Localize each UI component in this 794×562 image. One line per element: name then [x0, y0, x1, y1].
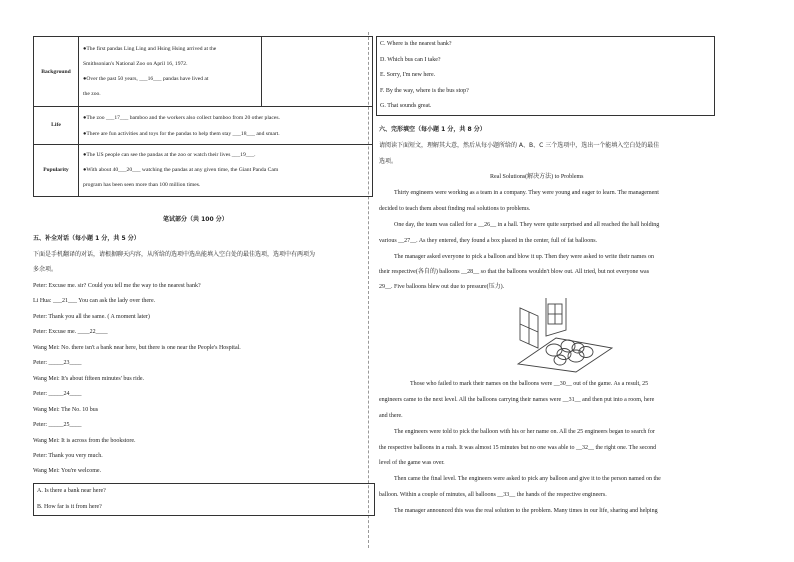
- row-content: [79, 37, 262, 107]
- passage-line: level of the game was over.: [379, 460, 445, 466]
- dialog-line: Wang Mei: It's about fifteen minutes' bus ride.: [33, 376, 144, 382]
- cloze-instructions: 请阅读下面短文，理解其大意，然后从每小题所给的 A、B、C 三个选项中，选出一个能填入空白处的最佳: [379, 142, 660, 149]
- table-line: the zoo.: [83, 90, 101, 97]
- cloze-heading: 六、完形填空（每小题 1 分，共 8 分）: [379, 126, 486, 133]
- dialog-line: Wang Mei: The No. 10 bus: [33, 407, 99, 413]
- section-title: 笔试部分（共 100 分）: [163, 216, 228, 223]
- option-item: A. Is there a bank near here?: [37, 488, 106, 494]
- panda-info-table: [33, 36, 373, 197]
- passage-line: The engineers were told to pick the balloon with his or her name on. All the 25 engineers began to search for: [394, 429, 655, 435]
- balloons-room-illustration: [516, 296, 616, 374]
- passage-line: Those who failed to mark their names on the balloons were __30__ out of the game. As a result, 25: [410, 381, 649, 387]
- table-line: Smithsonian's National Zoo on April 16, 1972.: [83, 60, 188, 67]
- row-content: [79, 107, 373, 145]
- option-item: C. Where is the nearest bank?: [380, 41, 452, 47]
- dialog-line: Peter: Thank you all the same. ( A moment later): [33, 314, 150, 320]
- table-row: [34, 107, 373, 145]
- passage-line: and there.: [379, 413, 403, 419]
- dialog-heading: 五、补全对话（每小题 1 分，共 5 分）: [33, 235, 140, 242]
- row-label: Popularity: [34, 145, 79, 197]
- dialog-options-box: [376, 36, 715, 116]
- passage-title: Real Solutions(解决方法) to Problems: [490, 174, 584, 180]
- dialog-line: Peter: _____23____: [33, 360, 82, 366]
- passage-line: balloon. Within a couple of minutes, all balloons __33__ the hands of the respective engineers.: [379, 492, 607, 498]
- option-item: B. How far is it from here?: [37, 503, 102, 510]
- option-item: F. By the way, where is the bus stop?: [380, 87, 469, 94]
- table-line: ●With about 40___20___ watching the pandas at any given time, the Giant Panda Cam: [83, 167, 279, 173]
- dialog-instructions: 下面是手机翻译的对话，请根据聊天内容，从所给的选项中选出能填入空白处的最佳选项，选项中有两项为: [33, 251, 316, 258]
- dialog-line: Peter: Excuse me. sir? Could you tell me the way to the nearest bank?: [33, 283, 201, 289]
- option-item: G. That sounds great.: [380, 103, 432, 110]
- row-label: Background: [34, 37, 79, 107]
- dialog-instructions: 多余项。: [33, 266, 58, 273]
- table-line: ●There are fun activities and toys for the pandas to help them stay ___18___ and smart.: [83, 130, 280, 137]
- passage-line: The manager asked everyone to pick a balloon and blow it up. Then they were asked to write their names on: [394, 254, 654, 260]
- dialog-line: Peter: Thank you very much.: [33, 453, 103, 459]
- table-line: ●The first pandas Ling Ling and Hsing Hsing arrived at the: [83, 45, 217, 52]
- table-row: [34, 145, 373, 197]
- passage-line: The manager announced this was the real solution to the problem. Many times in our life, sharing and helping: [394, 508, 658, 514]
- dialog-line: Wang Mei: No. there isn't a bank near here, but there is one near the People's Hospital.: [33, 345, 241, 351]
- dialog-options-box: [33, 483, 375, 516]
- dialog-line: Wang Mei: It is across from the bookstore.: [33, 438, 136, 444]
- table-line: ●The US people can see the pandas at the zoo or watch their lives ___19___.: [83, 152, 256, 158]
- passage-line: One day, the team was called for a __26__ in a hall. They were quite surprised and all reached the hall holding: [394, 222, 660, 228]
- dialog-line: Peter: _____24____: [33, 391, 82, 397]
- cloze-instructions: 选项。: [379, 158, 398, 165]
- dialog-line: Wang Mei: You're welcome.: [33, 468, 102, 474]
- passage-line: decided to teach them about finding real solutions to problems.: [379, 206, 531, 212]
- dialog-line: Li Hua: ___21___ You can ask the lady over there.: [33, 298, 156, 304]
- passage-line: 29__. Five balloons blew out due to pressure(压力).: [379, 284, 505, 290]
- dialog-line: Peter: Excuse me. ____22____: [33, 329, 108, 335]
- row-label: Life: [34, 107, 79, 145]
- passage-line: the respective balloons in a rush. It was almost 15 minutes but no one was able to __32__ the right one. The second: [379, 445, 657, 451]
- dialog-line: Peter: _____25____: [33, 422, 82, 428]
- passage-line: their respective(各自的) balloons __28__ so that the balloons wouldn't blow out. All tried, but not everyone was: [379, 269, 650, 275]
- table-line: ●The zoo ___17___ bamboo and the workers also collect bamboo from 20 other places.: [83, 114, 280, 121]
- passage-line: engineers came to the next level. All the balloons carrying their names were __31__ and then put into a room, here: [379, 397, 655, 403]
- table-row: [34, 37, 373, 107]
- empty-cell: [262, 37, 373, 107]
- passage-line: Then came the final level. The engineers were asked to pick any balloon and give it to the person named on the: [394, 476, 661, 482]
- row-content: [79, 145, 373, 197]
- table-line: program has been seen more than 100 million times.: [83, 182, 201, 188]
- option-item: E. Sorry, I'm new here.: [380, 72, 436, 79]
- option-item: D. Which bus can I take?: [380, 56, 441, 63]
- table-line: ●Over the past 50 years, ___16___ pandas have lived at: [83, 75, 209, 82]
- passage-line: Thirty engineers were working as a team in a company. They were young and eager to learn. The management: [394, 190, 659, 196]
- passage-line: various __27__. As they entered, they found a box placed in the center, full of fat balloons.: [379, 238, 598, 244]
